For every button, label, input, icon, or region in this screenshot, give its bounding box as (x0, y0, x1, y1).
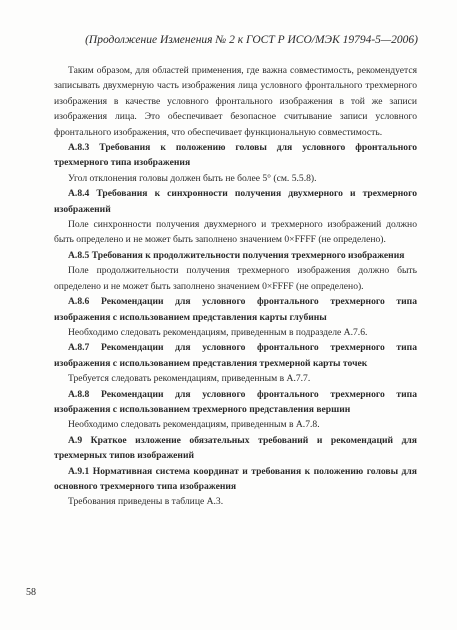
paragraph-a-8-5: Поле продолжительности получения трехмерного изображения должно быть определено и не может быть заполнено значением 0×FFFF (не определено). (54, 265, 417, 292)
paragraph-a-8-8: Необходимо следовать рекомендациям, приведенным в A.7.8. (68, 419, 320, 431)
paragraph-intro: Таким образом, для областей применения, где важна совместимость, рекомендуется записывать двухмерную часть изображения лица условного фронтального трехмерного изображения в качестве условного фронтального изображения в той же записи изображения лица. Это обеспечивает безопасное считывание записи условного фронтального изображения, что обеспечивает функциональную совместимость. (54, 65, 417, 138)
heading-a-9-1: A.9.1 Нормативная система координат и требования к положению головы для основного трехмерного типа изображения (54, 465, 417, 492)
heading-a-8-5: A.8.5 Требования к продолжительности получения трехмерного изображения (68, 249, 405, 261)
running-header: (Продолжение Изменения № 2 к ГОСТ Р ИСО/МЭК 19794-5—2006) (85, 34, 418, 46)
heading-a-8-8: A.8.8 Рекомендации для условного фронтального трехмерного типа изображения с использованием трехмерного представления вершин (54, 388, 417, 415)
paragraph-a-8-4: Поле синхронности получения двухмерного и трехмерного изображений должно быть определено и не может быть заполнено значением 0×FFFF (не определено). (54, 219, 417, 246)
body-text (54, 63, 417, 510)
heading-a-8-6: A.8.6 Рекомендации для условного фронтального трехмерного типа изображения с использованием представления карты глубины (54, 296, 417, 323)
heading-a-9: A.9 Краткое изложение обязательных требований и рекомендаций для трехмерных типов изображений (54, 434, 417, 462)
heading-a-8-4: A.8.4 Требования к синхронности получения двухмерного и трехмерного изображений (54, 188, 417, 215)
page-number: 58 (26, 587, 36, 598)
paragraph-a-9-1: Требования приведены в таблице A.3. (68, 496, 224, 508)
heading-a-8-3: A.8.3 Требования к положению головы для условного фронтального трехмерного типа изображения (54, 142, 417, 169)
paragraph-a-8-7: Требуется следовать рекомендациям, приведенным в A.7.7. (68, 373, 311, 385)
paragraph-a-8-6: Необходимо следовать рекомендациям, приведенным в подразделе A.7.6. (68, 326, 368, 338)
heading-a-8-7: A.8.7 Рекомендации для условного фронтального трехмерного типа изображения с использованием представления трехмерной карты точек (54, 342, 417, 369)
paragraph-a-8-3: Угол отклонения головы должен быть не более 5° (см. 5.5.8). (68, 172, 317, 184)
